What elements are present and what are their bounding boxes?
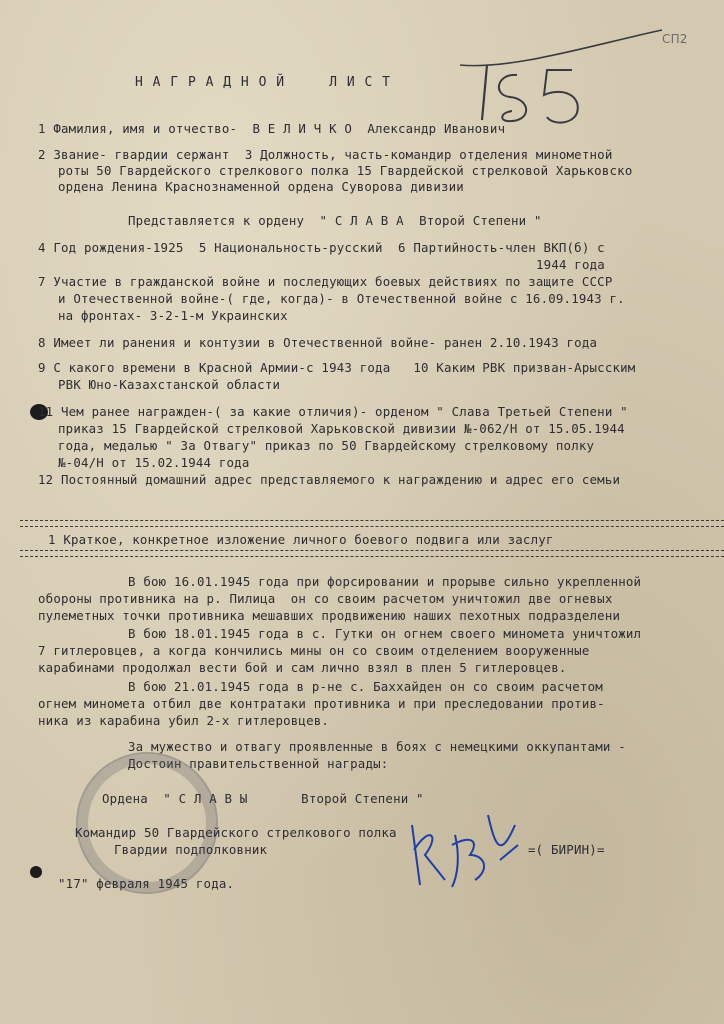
field-11-previous-awards-line-2: приказ 15 Гвардейской стрелковой Харьковской дивизии №-062/Н от 15.05.1944 — [58, 421, 625, 436]
field-4-birth-nationality-party: 4 Год рождения-1925 5 Национальность-русский 6 Партийность-член ВКП(б) с — [38, 240, 605, 255]
field-12-home-address: 12 Постоянный домашний адрес представляемого к награждению и адрес его семьи — [38, 472, 621, 487]
round-stamp-seal — [76, 752, 218, 894]
feat-para-3-line-3: ника из карабина убил 2-х гитлеровцев. — [38, 713, 330, 728]
field-8-wounds: 8 Имеет ли ранения и контузии в Отечественной войне- ранен 2.10.1943 года — [38, 335, 598, 350]
nominated-for-order: Представляется к ордену " С Л А В А Второй Степени " — [128, 213, 542, 228]
field-7-participation-line-1: 7 Участие в гражданской войне и последующих боевых действиях по защите СССР — [38, 274, 613, 289]
handwritten-number-185 — [452, 25, 712, 135]
feat-para-1-line-2: обороны противника на р. Пилица он со своим расчетом уничтожил две огневых — [38, 591, 613, 606]
commander-signature — [400, 805, 530, 895]
signing-date: "17" февраля 1945 года. — [58, 876, 235, 891]
commander-title: Командир 50 Гвардейского стрелкового полка — [75, 825, 397, 840]
commander-name: =( БИРИН)= — [528, 842, 605, 857]
feat-para-2-line-1: В бою 18.01.1945 года в с. Гутки он огнем своего миномета уничтожил — [128, 626, 642, 641]
field-6-party-year: 1944 года — [536, 257, 605, 272]
field-2-rank-position: 2 Звание- гвардии сержант 3 Должность, часть-командир отделения минометной — [38, 147, 613, 162]
field-7-participation-line-2: и Отечественной войне-( где, когда)- в Отечественной войне с 16.09.1943 г. — [58, 291, 625, 306]
document-title: Н А Г Р А Д Н О Й Л И С Т — [135, 75, 391, 90]
commander-rank: Гвардии подполковник — [114, 842, 268, 857]
ink-blot-2 — [30, 866, 42, 878]
separator-bottom — [20, 550, 724, 557]
awarded-order: Ордена " С Л А В Ы Второй Степени " — [102, 791, 424, 806]
feat-para-3-line-1: В бою 21.01.1945 года в р-не с. Баххайден он со своим расчетом — [128, 679, 603, 694]
field-10-draft-office: РВК Юно-Казахстанской области — [58, 377, 281, 392]
field-2-unit-line-3: ордена Ленина Краснознаменной ордена Суворова дивизии — [58, 179, 464, 194]
feat-para-1-line-3: пулеметных точки противника мешавших продвижению наших пехотных подразделени — [38, 608, 621, 623]
feat-para-2-line-3: карабинами продолжал вести бой и сам лично взял в плен 5 гитлеровцев. — [38, 660, 567, 675]
conclusion-line-1: За мужество и отвагу проявленные в боях с немецкими оккупантами - — [128, 739, 626, 754]
field-1-full-name: 1 Фамилия, имя и отчество- В Е Л И Ч К О Александр Иванович — [38, 121, 506, 136]
corner-mark: СП2 — [662, 32, 688, 46]
field-11-previous-awards-line-4: №-04/Н от 15.02.1944 года — [58, 455, 250, 470]
section-1-feat-heading: 1 Краткое, конкретное изложение личного боевого подвига или заслуг — [48, 532, 554, 547]
conclusion-line-2: Достоин правительственной награды: — [128, 756, 389, 771]
field-9-service-since: 9 С какого времени в Красной Армии-с 1943 года 10 Каким РВК призван-Арысским — [38, 360, 636, 375]
feat-para-1-line-1: В бою 16.01.1945 года при форсировании и прорыве сильно укрепленной — [128, 574, 642, 589]
field-2-unit-line-2: роты 50 Гвардейского стрелкового полка 15 Гвардейской стрелковой Харьковско — [58, 163, 633, 178]
separator-top — [20, 520, 724, 527]
feat-para-2-line-2: 7 гитлеровцев, а когда кончились мины он со своим отделением вооруженные — [38, 643, 590, 658]
field-11-previous-awards-line-1: 11 Чем ранее награжден-( за какие отличия)- орденом " Слава Третьей Степени " — [38, 404, 628, 419]
feat-para-3-line-2: огнем миномета отбил две контратаки противника и при преследовании против- — [38, 696, 605, 711]
field-7-participation-line-3: на фронтах- 3-2-1-м Украинских — [58, 308, 288, 323]
field-11-previous-awards-line-3: года, медалью " За Отвагу" приказ по 50 Гвардейскому стрелковому полку — [58, 438, 595, 453]
